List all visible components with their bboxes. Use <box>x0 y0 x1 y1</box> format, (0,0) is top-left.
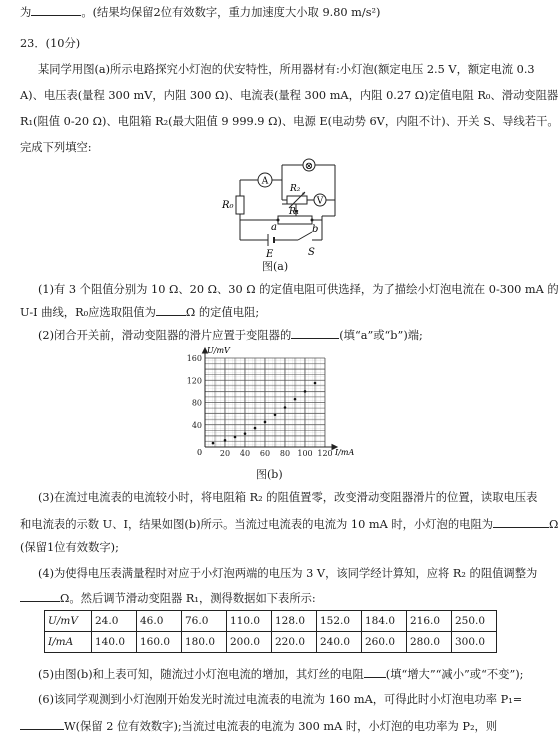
answer-blank <box>291 327 339 339</box>
data-point <box>304 390 307 393</box>
x-axis-label: I/mA <box>335 448 355 457</box>
table-row-label: I/mA <box>45 632 92 653</box>
answer-blank <box>156 304 186 316</box>
ammeter-label: A <box>261 176 269 187</box>
table-cell: 152.0 <box>317 611 362 632</box>
source-e-label: E <box>266 249 274 260</box>
intro-line-1: 某同学用图(a)所示电路探究小灯泡的伏安特性，所用器材有:小灯泡(额定电压 2.5 V，额定电流 0.3 <box>38 63 535 76</box>
figure-a-caption: 图(a) <box>262 260 289 273</box>
origin-label: 0 <box>197 448 203 457</box>
part2-suffix: (填“a”或“b”)端; <box>339 329 423 342</box>
voltmeter-label: V <box>316 196 324 207</box>
part4-text: Ω。然后调节滑动变阻器 R₁，测得数据如下表所示: <box>60 592 316 605</box>
x-tick-label: 60 <box>259 449 271 458</box>
table-cell: 280.0 <box>407 632 452 653</box>
part2-line <box>38 327 536 343</box>
table-cell: 184.0 <box>362 611 407 632</box>
part3-line1: (3)在流过电流表的电流较小时，将电阻箱 R₂ 的阻值置零，改变滑动变阻器滑片的位置，读取电压表 <box>38 491 538 504</box>
table-cell: 24.0 <box>92 611 137 632</box>
intro-line-3: R₁(阻值 0-20 Ω)、电阻箱 R₂(最大阻值 9 999.9 Ω)、电源 E(电动势 6V，内阻不计)、开关 S、导线若干。 <box>20 115 559 128</box>
table-cell: 260.0 <box>362 632 407 653</box>
y-axis-label: U/mV <box>207 346 230 355</box>
part4-line2 <box>20 590 536 606</box>
part3-line2 <box>20 516 559 532</box>
part4-line1: (4)为使得电压表满量程时对应于小灯泡两端的电压为 3 V，该同学经计算知，应将 R₂ 的阻值调整为 <box>38 567 538 580</box>
table-row <box>45 611 497 632</box>
y-tick-label: 40 <box>191 420 202 430</box>
data-point <box>224 439 227 442</box>
data-point <box>254 427 257 430</box>
part1-line1: (1)有 3 个阻值分别为 10 Ω、20 Ω、30 Ω 的定值电阻可供选择，为了描绘小灯泡电流在 0-300 mA 的 <box>38 283 559 296</box>
part3-line3: (保留1位有效数字); <box>20 541 119 554</box>
answer-blank <box>493 516 549 528</box>
table-cell: 250.0 <box>452 611 497 632</box>
circuit-diagram <box>210 150 360 262</box>
part1-text: U-I 曲线，R₀应选取阻值为 <box>20 306 156 319</box>
table-cell: 110.0 <box>227 611 272 632</box>
part5-suffix: (填“增大”“减小”或“不变”); <box>385 668 524 681</box>
table-cell: 300.0 <box>452 632 497 653</box>
data-point <box>212 442 215 445</box>
table-cell: 240.0 <box>317 632 362 653</box>
answer-blank <box>364 666 386 678</box>
x-tick-label: 20 <box>219 449 231 458</box>
x-tick-label: 120 <box>317 449 333 458</box>
table-cell: 46.0 <box>137 611 182 632</box>
table-cell: 220.0 <box>272 632 317 653</box>
r1-label: R₁ <box>289 207 300 217</box>
end-a-label: a <box>271 222 277 233</box>
end-b-label: b <box>312 224 319 235</box>
part6-line2 <box>20 718 536 734</box>
answer-blank <box>20 590 60 602</box>
answer-blank <box>31 4 81 16</box>
part6-text: W(保留 2 位有效数字);当流过电流表的电流为 300 mA 时，小灯泡的电功率为 P₂，则 <box>64 720 498 733</box>
r2-label: R₂ <box>290 184 301 194</box>
x-tick-label: 40 <box>239 449 251 458</box>
data-point <box>264 421 267 424</box>
part2-text: (2)闭合开关前，滑动变阻器的滑片应置于变阻器的 <box>38 329 292 342</box>
top-prefix: 为 <box>20 6 32 19</box>
part5-line <box>38 666 536 682</box>
table-cell: 216.0 <box>407 611 452 632</box>
data-point <box>314 382 317 385</box>
y-tick-label: 120 <box>186 376 202 386</box>
switch-s-label: S <box>308 247 315 258</box>
part1-line2 <box>20 304 536 320</box>
table-cell: 160.0 <box>137 632 182 653</box>
data-point <box>244 432 247 435</box>
part3-unit: Ω <box>549 518 559 531</box>
ui-chart <box>180 344 355 466</box>
data-point <box>294 398 297 401</box>
part3-text: 和电流表的示数 U、I，结果如图(b)所示。当流过电流表的电流为 10 mA 时，小灯泡的电阻为 <box>20 518 494 531</box>
table-cell: 200.0 <box>227 632 272 653</box>
question-header: 23．(10分) <box>20 37 81 50</box>
answer-blank <box>20 718 64 730</box>
top-suffix: 。(结果均保留2位有效数字，重力加速度大小取 9.80 m/s²) <box>81 6 381 19</box>
data-point <box>234 436 237 439</box>
part6-line1: (6)该同学观测到小灯泡刚开始发光时流过电流表的电流为 160 mA，可得此时小灯泡电功率 P₁= <box>38 693 523 706</box>
data-table <box>44 610 497 653</box>
table-row <box>45 632 497 653</box>
part1-suffix: Ω 的定值电阻; <box>185 306 260 319</box>
x-tick-label: 100 <box>297 449 313 458</box>
x-tick-label: 80 <box>279 449 291 458</box>
part5-text: (5)由图(b)和上表可知，随流过小灯泡电流的增加，其灯丝的电阻 <box>38 668 364 681</box>
y-tick-label: 160 <box>186 354 202 363</box>
table-row-label: U/mV <box>45 611 92 632</box>
y-tick-label: 80 <box>191 398 202 408</box>
intro-line-4: 完成下列填空: <box>20 141 92 154</box>
top-line <box>20 4 536 20</box>
table-cell: 140.0 <box>92 632 137 653</box>
data-point <box>284 406 287 409</box>
figure-b-caption: 图(b) <box>256 468 283 481</box>
data-point <box>274 413 277 416</box>
lamp-icon: ⊗ <box>304 161 314 172</box>
r0-label: R₀ <box>222 200 234 211</box>
table-cell: 76.0 <box>182 611 227 632</box>
table-cell: 128.0 <box>272 611 317 632</box>
intro-line-2: A)、电压表(量程 300 mV，内阻 300 Ω)、电流表(量程 300 mA，内阻 0.27 Ω)定值电阻 R₀、滑动变阻器 <box>20 89 559 102</box>
table-cell: 180.0 <box>182 632 227 653</box>
